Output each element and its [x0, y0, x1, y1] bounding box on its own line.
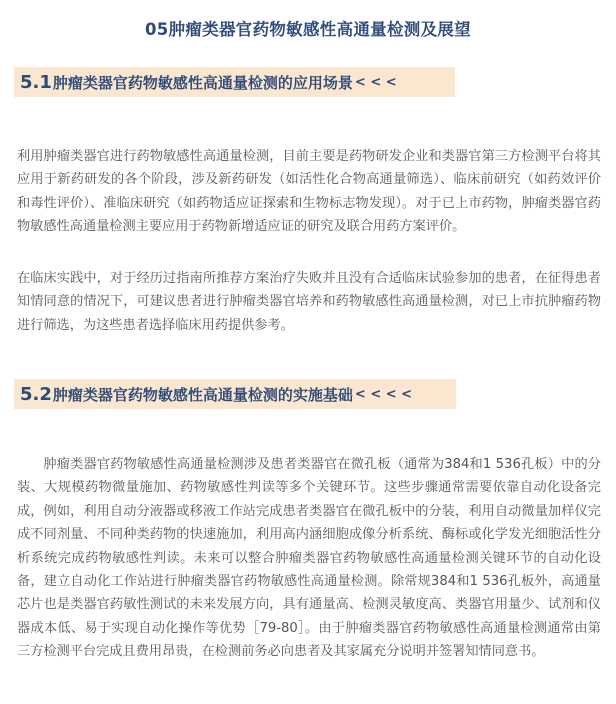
section-title: 肿瘤类器官药物敏感性高通量检测的实施基础	[52, 385, 353, 404]
section-5-1-paragraph-1: 利用肿瘤类器官进行药物敏感性高通量检测，目前主要是药物研发企业和类器官第三方检测平台将其应用于新药研发的各个阶段，涉及新药研发（如活性化合物高通量筛选）、临床前研究（如药效评价和毒性评价）、准临床研究（如药物适应证探索和生物标志物发现）。对于已上市药物，肿瘤类器官药物敏感性高通量检测主要应用于药物新增适应证的研究及联合用药方案评价。	[17, 149, 601, 235]
section-5-1-paragraph-2: 在临床实践中，对于经历过指南所推荐方案治疗失败并且没有合适临床试验参加的患者，在征得患者知情同意的情况下，可建议患者进行肿瘤类器官培养和药物敏感性高通量检测，对已上市抗肿瘤药物进行筛选，为这些患者选择临床用药提供参考。	[17, 271, 601, 333]
section-number: 5.1	[20, 71, 52, 93]
section-number: 5.2	[20, 383, 52, 405]
section-arrows: < < < <	[354, 386, 413, 402]
section-arrows: < < <	[354, 74, 397, 90]
section-title: 肿瘤类器官药物敏感性高通量检测的应用场景	[52, 73, 353, 92]
section-5-2-paragraph-1: 肿瘤类器官药物敏感性高通量检测涉及患者类器官在微孔板（通常为384和1 536孔板）中的分装、大规模药物微量施加、药物敏感性判读等多个关键环节。这些步骤通常需要依靠自动化设备完成，例如，利用自动分液器或移液工作站完成患者类器官在微孔板中的分装，利用自动微量加样仪完成不同剂量、不同种类药物的快速施加，利用高内涵细胞成像分析系统、酶标或化学发光细胞活性分析系统完成药物敏感性判读。未来可以整合肿瘤类器官药物敏感性高通量检测关键环节的自动化设备，建立自动化工作站进行肿瘤类器官药物敏感性高通量检测。除常规384和1 536孔板外，高通量芯片也是类器官药敏性测试的未来发展方向，具有通量高、检测灵敏度高、类器官用量少、试剂和仪器成本低、易于实现自动化操作等优势［79-80］。由于肿瘤类器官药物敏感性高通量检测通常由第三方检测平台完成且费用昂贵，在检测前务必向患者及其家属充分说明并签署知情同意书。	[17, 457, 601, 660]
section-5-1-banner	[14, 67, 455, 97]
section-5-2-banner	[14, 379, 456, 409]
chapter-title: 05肿瘤类器官药物敏感性高通量检测及展望	[145, 20, 471, 39]
